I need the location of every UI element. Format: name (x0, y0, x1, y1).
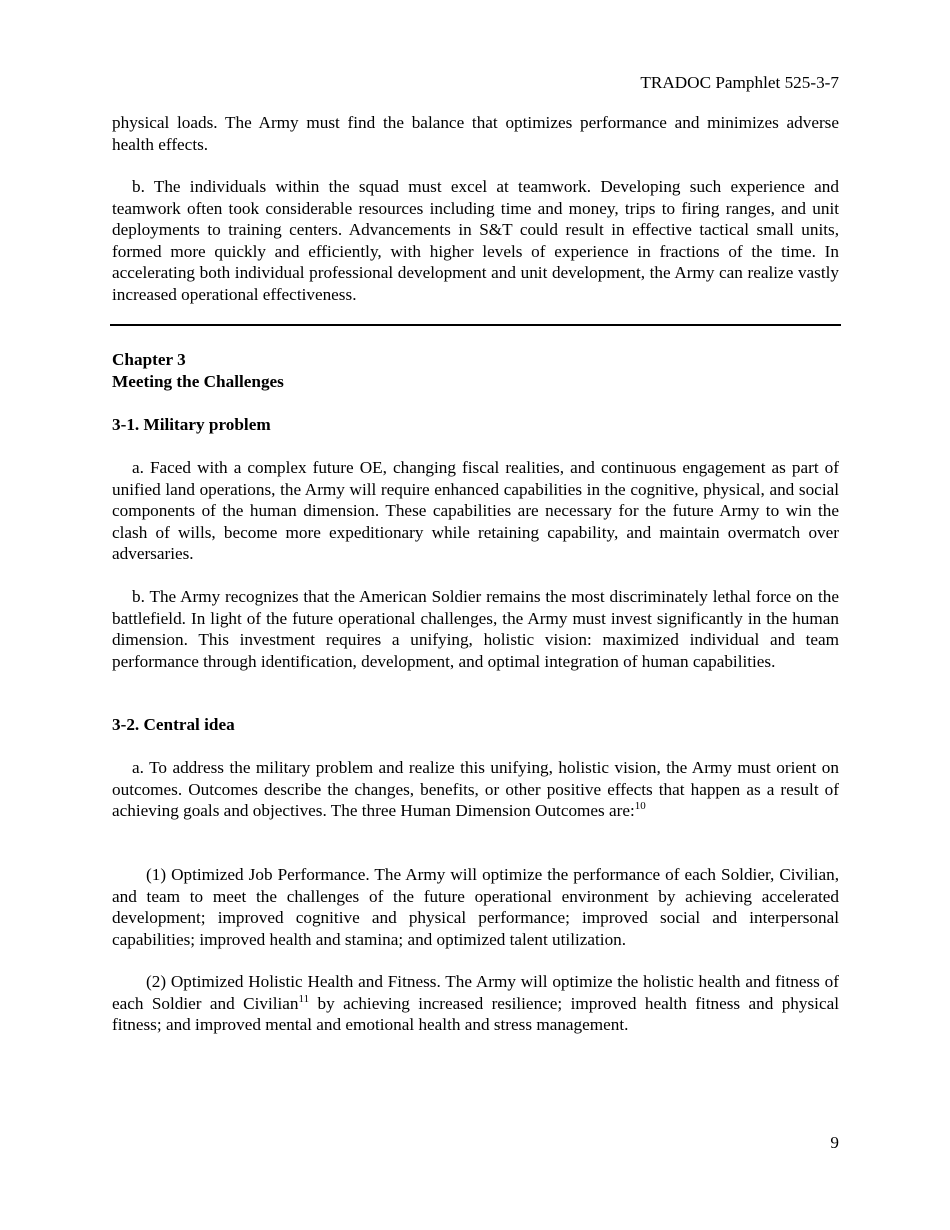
outcome-item-2-block (112, 971, 839, 1036)
paragraph-a-text: a. To address the military problem and realize this unifying, holistic vision, the Army must orient on outcomes. Outcomes describe the changes, benefits, or other positive effects that happen as a result of achieving goals and objectives. The three Human Dimension Outcomes are: (112, 758, 839, 820)
section-3-2 (112, 714, 839, 736)
section-3-1-paragraph-a: a. Faced with a complex future OE, changing fiscal realities, and continuous engagement as part of unified land operations, the Army will require enhanced capabilities in the cognitive, physical, and social components of the human dimension. These capabilities are necessary for the future Army to win the clash of wills, become more expeditionary while retaining capability, and maintain overmatch over adversaries. (112, 458, 839, 563)
outcome-item-2-text-end: by achieving increased resilience; improved health fitness and physical fitness; and improved mental and emotional health and stress management. (112, 993, 839, 1034)
footnote-ref-10: 10 (634, 800, 646, 812)
intro-para-b-block (112, 176, 839, 305)
chapter-heading (112, 349, 839, 392)
outcome-item-2-text-start: (2) Optimized Holistic Health and Fitness. The Army will optimize the holistic health and fitness of each Soldier and Civilian (112, 972, 839, 1013)
section-heading-3-2: 3-2. Central idea (112, 715, 235, 734)
section-3-2-paragraph-a (112, 757, 839, 822)
outcome-item-1: (1) Optimized Job Performance. The Army will optimize the performance of each Soldier, Civilian, and team to meet the challenges of the future operational environment by achieving accelerated development; improved cognitive and physical performance; improved social and interpersonal capabilities; improved health and stamina; and optimized talent utilization. (112, 865, 839, 949)
section-3-1-paragraph-b: b. The Army recognizes that the American Soldier remains the most discriminately lethal force on the battlefield. In light of the future operational challenges, the Army must invest significantly in the human dimension. This investment requires a unifying, holistic vision: maximized individual and team performance through identification, development, and optimal integration of human capabilities. (112, 587, 839, 671)
running-header: TRADOC Pamphlet 525-3-7 (640, 73, 839, 92)
outcome-item-2 (112, 971, 839, 1036)
section-3-2-para-a-block (112, 757, 839, 822)
outcome-item-1-block (112, 864, 839, 950)
intro-section (112, 112, 839, 155)
intro-paragraph-b: b. The individuals within the squad must excel at teamwork. Developing such experience and teamwork often took considerable resources including time and money, trips to firing ranges, and unit deployments to training centers. Advancements in S&T could result in effective tactical small units, formed more quickly and efficiently, with higher levels of experience in fractions of the time. In accelerating both individual professional development and unit development, the Army can realize vastly increased operational effectiveness. (112, 177, 839, 304)
page-number: 9 (830, 1133, 839, 1152)
chapter-title: Meeting the Challenges (112, 371, 284, 391)
section-heading-3-1: 3-1. Military problem (112, 415, 271, 434)
section-3-1 (112, 414, 839, 436)
chapter-divider-rule (110, 324, 841, 326)
footnote-ref-11: 11 (298, 992, 310, 1005)
section-3-1-para-a-block (112, 457, 839, 565)
section-3-1-para-b-block (112, 586, 839, 672)
continuation-paragraph: physical loads. The Army must find the balance that optimizes performance and minimizes adverse health effects. (112, 113, 839, 154)
chapter-number: Chapter 3 (112, 350, 186, 369)
